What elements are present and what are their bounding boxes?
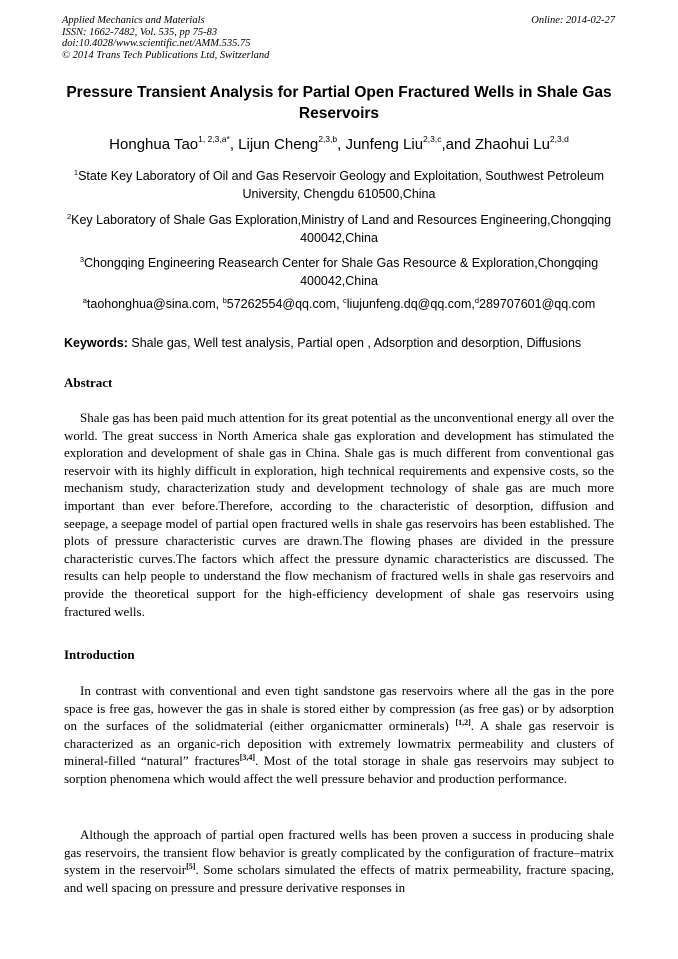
- online-date: Online: 2014-02-27: [531, 15, 615, 26]
- abstract-text: Shale gas has been paid much attention for its great potential as the unconventional energy all over the world. The great success in North America shale gas exploration and development has stimulated the exploration and development of shale gas in China. Shale gas is much different from conventional gas reservoir with its highly difficult in exploration, high technical requirements and expensive costs, so the mechanism study, characterization study and development technology of shale gas are much more important than ever before.Therefore, according to the characteristic of desorption, diffusion and seepage, a seepage model of partial open fractured wells in shale gas reservoirs has been established. The plots of pressure characteristic curves are drawn.The flowing phases are divided in the pressure characteristic curves.The factors which affect the pressure dynamic characteristics are discussed. The results can help people to understand the flow mechanism of fractured wells in shale gas reservoirs and provide the theoretical support for the high-efficiency development of shale gas reservoirs using fractured wells.: [64, 410, 614, 619]
- paragraph-text: . Some scholars simulated the effects of matrix permeability, fracture spacing, and well spacing on pressure and pressure derivative responses in: [64, 862, 615, 895]
- paragraph-text: In contrast with conventional and even tight sandstone gas reservoirs where all the gas in the pore space is free gas, however the gas in shale is stored either by compression (as free gas) or by adsorption on the surfaces of the solidmaterial (either organicmatter orminerals): [64, 683, 614, 734]
- author-affiliation-mark: 2,3,d: [549, 134, 569, 144]
- introduction-paragraph-1: [64, 682, 614, 788]
- email-mark: a: [82, 296, 87, 305]
- copyright-line: © 2014 Trans Tech Publications Ltd, Switzerland: [62, 49, 270, 61]
- affiliation-1: [64, 168, 614, 203]
- citation: [3,4]: [239, 753, 256, 763]
- author-emails: [64, 296, 614, 313]
- email-mark: c: [343, 296, 347, 305]
- affiliation-3: [64, 255, 614, 290]
- paragraph-text: . Most of the total storage in shale gas reservoirs may subject to sorption phenomena which would affect the well pressure behavior and production performance.: [64, 753, 614, 786]
- author-list: [64, 135, 614, 155]
- affiliation-mark: 1: [73, 168, 79, 177]
- email-mark: b: [222, 296, 227, 305]
- citation: [1,2]: [455, 718, 471, 728]
- affiliation-mark: 2: [66, 212, 72, 221]
- email-address: taohonghua@sina.com,: [86, 297, 223, 311]
- email-address: liujunfeng.dq@qq.com,: [346, 297, 475, 311]
- email-address: 57262554@qq.com,: [226, 297, 344, 311]
- keywords-label: Keywords:: [64, 336, 128, 350]
- author-affiliation-mark: 2,3,c: [423, 134, 442, 144]
- paragraph-text: . A shale gas reservoir is characterized as an organic-rich deposition with extremely lowmatrix permeability and clusters of mineral-filled “natural” fractures: [64, 718, 615, 769]
- author-name: Junfeng Liu: [345, 136, 424, 153]
- author-name: Honghua Tao: [109, 136, 199, 153]
- affiliation-2: [64, 212, 614, 247]
- affiliation-text: Chongqing Engineering Reasearch Center for Shale Gas Resource & Exploration,Chongqing 400042,China: [83, 256, 599, 288]
- affiliation-text: Key Laboratory of Shale Gas Exploration,Ministry of Land and Resources Engineering,Chongqing 400042,China: [71, 213, 612, 245]
- introduction-heading: Introduction: [64, 647, 135, 662]
- email-address: 289707601@qq.com: [479, 297, 596, 311]
- affiliation-mark: 3: [79, 255, 84, 264]
- keywords-text: Shale gas, Well test analysis, Partial open , Adsorption and desorption, Diffusions: [127, 336, 582, 350]
- paragraph-text: Although the approach of partial open fractured wells has been proven a success in producing shale gas reservoirs, the transient flow behavior is greatly complicated by the configuration of fracture–matrix system in the reservoir: [64, 827, 614, 878]
- issn-line: ISSN: 1662-7482, Vol. 535, pp 75-83: [62, 26, 218, 38]
- doi-line: doi:10.4028/www.scientific.net/AMM.535.75: [62, 38, 251, 49]
- author-name: Lijun Cheng: [238, 136, 319, 153]
- affiliation-text: State Key Laboratory of Oil and Gas Reservoir Geology and Exploitation, Southwest Petroleum University, Chengdu 610500,China: [78, 169, 605, 201]
- author-affiliation-mark: 1, 2,3,a*: [198, 134, 230, 144]
- introduction-paragraph-2: [64, 826, 614, 896]
- author-separator: ,: [441, 136, 446, 153]
- citation: [5]: [186, 862, 196, 872]
- author-affiliation-mark: 2,3,b: [318, 134, 338, 144]
- journal-info: [62, 15, 422, 61]
- email-mark: d: [474, 296, 479, 305]
- journal-name: Applied Mechanics and Materials: [62, 15, 205, 26]
- author-separator: ,: [337, 136, 346, 153]
- paper-title: Pressure Transient Analysis for Partial Open Fractured Wells in Shale Gas Reservoirs: [66, 84, 612, 122]
- author-separator: ,: [229, 136, 239, 153]
- abstract-heading: Abstract: [64, 375, 113, 390]
- keywords: [64, 335, 624, 352]
- author-name: and Zhaohui Lu: [445, 136, 550, 153]
